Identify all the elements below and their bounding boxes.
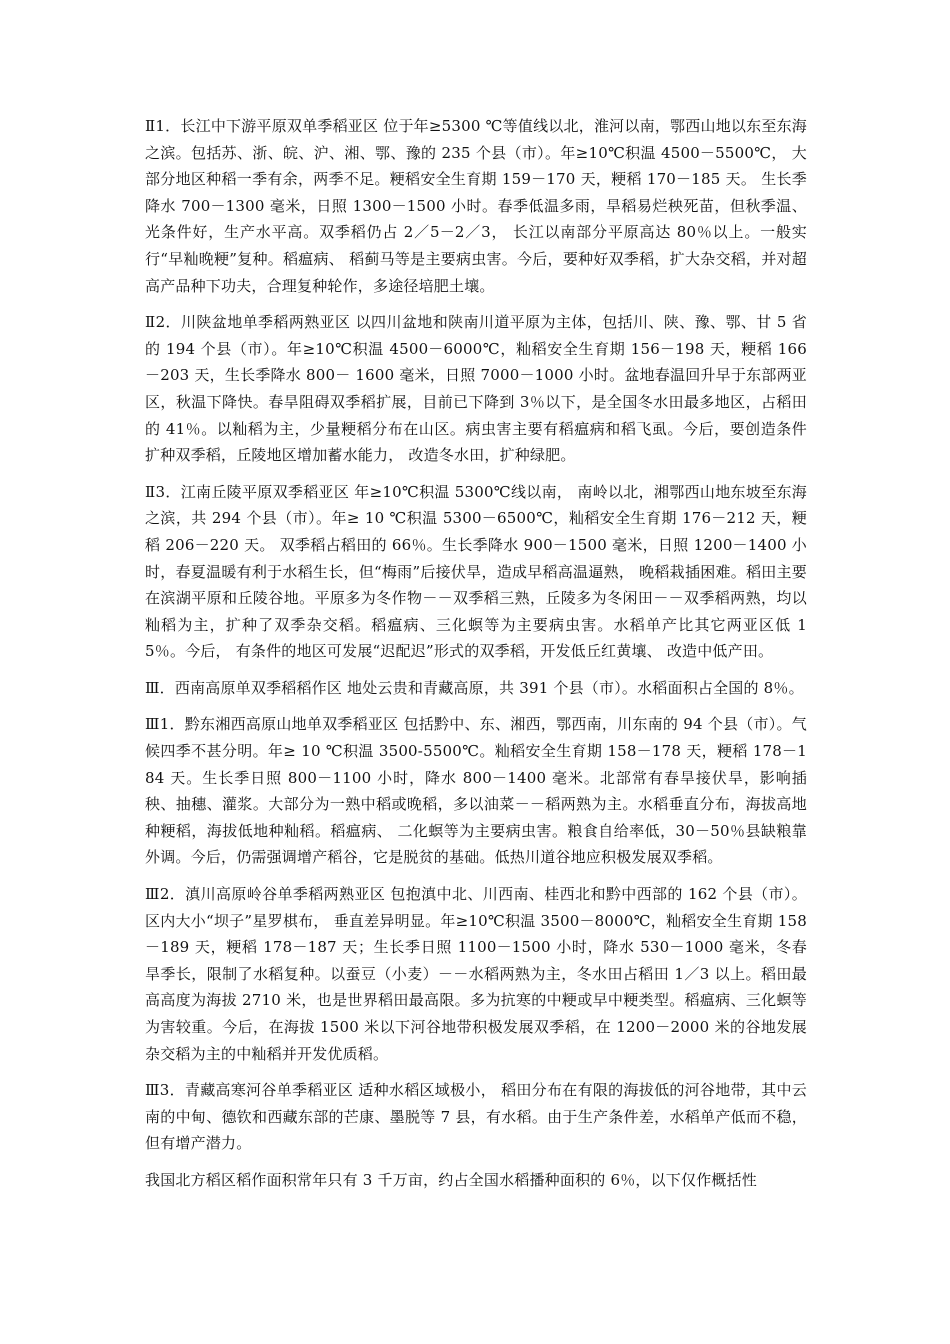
paragraph-ii2-sichuan-shaanxi-basin: Ⅱ2．川陕盆地单季稻两熟亚区 以四川盆地和陕南川道平原为主体，包括川、陕、豫、鄂、甘 5 省的 194 个县（市）。年≥10℃积温 4500－6000℃，籼稻安全生育期 156－198 天，粳稻 166－203 天，生长季降水 800－ 1600 毫米，日照 7000－1000 小时。盆地春温回升早于东部两亚区，秋温下降快。春旱阻碍双季稻扩展，目前已下降到 3％以下，是全国冬水田最多地区，占稻田的 41％。以籼稻为主，少量粳稻分布在山区。病虫害主要有稻瘟病和稻飞虱。今后，要创造条件扩种双季稻，丘陵地区增加蓄水能力， 改造冬水田，扩种绿肥。 (145, 313, 807, 465)
paragraph-ii3-jiangnan-hills: Ⅱ3．江南丘陵平原双季稻亚区 年≥10℃积温 5300℃线以南， 南岭以北，湘鄂西山地东坡至东海之滨，共 294 个县（市）。年≥ 10 ℃积温 5300－6500℃，籼稻安全生育期 176－212 天，粳稻 206－220 天。 双季稻占稻田的 66％。生长季降水 900－1500 毫米，日照 1200－1400 小时，春夏温暖有利于水稻生长，但“梅雨”后接伏旱，造成早稻高温逼熟， 晚稻栽插困难。稻田主要在滨湖平原和丘陵谷地。平原多为冬作物－－双季稻三熟，丘陵多为冬闲田－－双季稻两熟，均以籼稻为主，扩种了双季杂交稻。稻瘟病、三化螟等为主要病虫害。水稻单产比其它两亚区低 15％。今后， 有条件的地区可发展“迟配迟”形式的双季稻，开发低丘红黄壤、 改造中低产田。 (145, 482, 807, 661)
paragraph-ii1-middle-lower-yangtze: Ⅱ1．长江中下游平原双单季稻亚区 位于年≥5300 ℃等值线以北，淮河以南，鄂西山地以东至东海之滨。包括苏、浙、皖、沪、湘、鄂、豫的 235 个县（市）。年≥10℃积温 4500－5500℃， 大部分地区种稻一季有余，两季不足。粳稻安全生育期 159－170 天，粳稻 170－185 天。 生长季降水 700－1300 毫米，日照 1300－1500 小时。春季低温多雨，旱稻易烂秧死苗，但秋季温、光条件好，生产水平高。双季稻仍占 2／5－2／3， 长江以南部分平原高达 80％以上。一般实行“早籼晚粳”复种。稻瘟病、 稻蓟马等是主要病虫害。今后，要种好双季稻，扩大杂交稻，并对超高产品种下功夫，合理复种轮作，多途径培肥土壤。 (145, 117, 807, 295)
paragraph-iii2-dian-chuan-plateau: Ⅲ2．滇川高原岭谷单季稻两熟亚区 包抱滇中北、川西南、桂西北和黔中西部的 162 个县（市）。区内大小“坝子”星罗棋布， 垂直差异明显。年≥10℃积温 3500－8000℃，籼稻安全生育期 158－189 天，粳稻 178－187 天；生长季日照 1100－1500 小时，降水 530－1000 毫米，冬春旱季长，限制了水稻复种。以蚕豆（小麦）－－水稻两熟为主，冬水田占稻田 1／3 以上。稻田最高高度为海拔 2710 米，也是世界稻田最高限。多为抗寒的中粳或早中粳类型。稻瘟病、三化螟等为害较重。今后，在海拔 1500 米以下河谷地带积极发展双季稻，在 1200－2000 米的谷地发展杂交稻为主的中籼稻并开发优质稻。 (145, 885, 807, 1063)
paragraph-iii3-qingzang-valleys: Ⅲ3．青藏高寒河谷单季稻亚区 适种水稻区域极小， 稻田分布在有限的海拔低的河谷地带，其中云南的中甸、德钦和西藏东部的芒康、墨脱等 7 县，有水稻。由于生产条件差，水稻单产低而不稳，但有增产潜力。 (145, 1081, 807, 1153)
paragraph-northern-rice-intro: 我国北方稻区稻作面积常年只有 3 千万亩，约占全国水稻播种面积的 6％，以下仅作概括性 (145, 1170, 757, 1189)
paragraph-iii-southwest-plateau: Ⅲ．西南高原单双季稻稻作区 地处云贵和青藏高原，共 391 个县（市）。水稻面积占全国的 8％。 (145, 678, 804, 697)
document-page (145, 113, 807, 1194)
paragraph-iii1-qiandong-xiangxi: Ⅲ1．黔东湘西高原山地单双季稻亚区 包括黔中、东、湘西，鄂西南，川东南的 94 个县（市）。气候四季不甚分明。年≥ 10 ℃积温 3500-5500℃。籼稻安全生育期 158－178 天，粳稻 178－184 天。生长季日照 800－1100 小时，降水 800－1400 毫米。北部常有春旱接伏旱，影响插秧、抽穗、灌浆。大部分为一熟中稻或晚稻，多以油菜－－稻两熟为主。水稻垂直分布，海拔高地种粳稻，海拔低地种籼稻。稻瘟病、 二化螟等为主要病虫害。粮食自给率低，30－50％县缺粮靠外调。今后，仍需强调增产稻谷，它是脱贫的基础。低热川道谷地应积极发展双季稻。 (145, 715, 807, 867)
